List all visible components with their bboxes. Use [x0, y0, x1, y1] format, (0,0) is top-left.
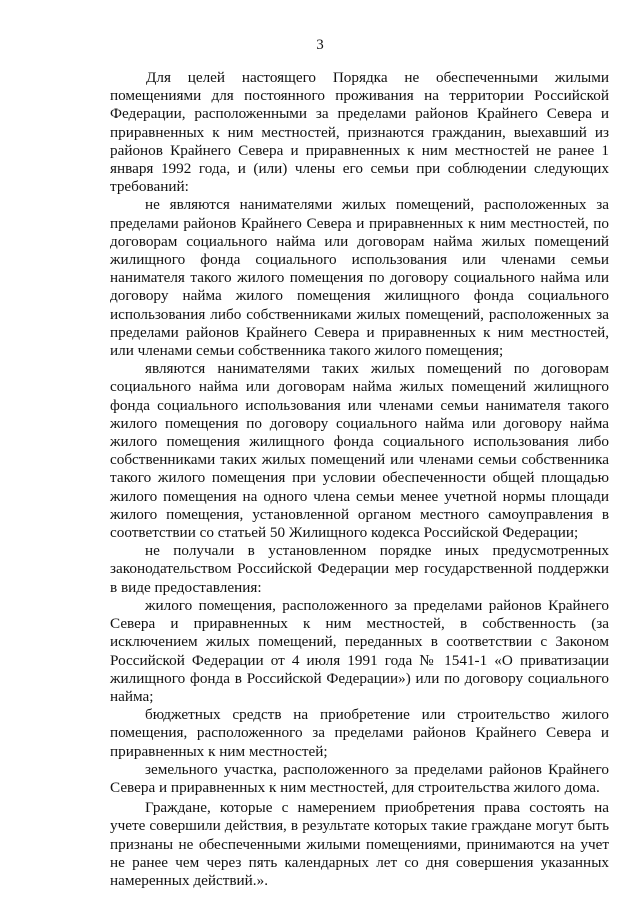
- paragraph-definition: Для целей настоящего Порядка не обеспеченными жилыми помещениями для постоянного проживания на территории Российской Федерации, расположенными за пределами районов Крайнего Севера и приравненных к ним местностей, признаются гражданин, выехавший из районов Крайнего Севера и приравненных к ним местностей не ранее 1 января 1992 года, и (или) члены его семьи при соблюдении следующих требований:: [110, 69, 609, 196]
- paragraph-requirement-no-state-support: не получали в установленном порядке иных предусмотренных законодательством Российской Федерации мер государственной поддержки в виде предоставления:: [110, 542, 609, 596]
- paragraph-support-budget-funds: бюджетных средств на приобретение или строительство жилого помещения, расположенного за пределами районов Крайнего Севера и приравненных к ним местностей;: [110, 706, 609, 760]
- document-body: [110, 69, 609, 890]
- paragraph-requirement-tenants-below-norm: являются нанимателями таких жилых помещений по договорам социального найма или договорам найма жилых помещений жилищного фонда социального использования или членами семьи нанимателя такого жилого помещения по договору социального найма или договору найма жилого помещения жилищного фонда социального использования либо собственниками таких жилых помещений или членами семьи собственника такого жилого помещения при условии обеспеченности общей площадью жилого помещения на одного члена семьи менее учетной нормы площади жилого помещения, установленной органом местного самоуправления в соответствии со статьей 50 Жилищного кодекса Российской Федерации;: [110, 360, 609, 542]
- paragraph-requirement-not-tenants: не являются нанимателями жилых помещений, расположенных за пределами районов Крайнего Севера и приравненных к ним местностей, по договорам социального найма или договорам найма жилых помещений жилищного фонда социального использования или членами семьи нанимателя такого жилого помещения по договору социального найма или договору найма жилого помещения жилищного фонда социального использования либо собственниками жилых помещений, расположенных за пределами районов Крайнего Севера и приравненных к ним местностей, или членами семьи собственника такого жилого помещения;: [110, 196, 609, 360]
- paragraph-support-land-plot: земельного участка, расположенного за пределами районов Крайнего Севера и приравненных к ним местностей, для строительства жилого дома.: [110, 760, 609, 796]
- paragraph-intentional-actions: Граждане, которые с намерением приобретения права состоять на учете совершили действия, в результате которых такие граждане могут быть признаны не обеспеченными жилыми помещениями, принимаются на учет не ранее чем через пять календарных лет со дня совершения указанных намеренных действий.».: [110, 799, 609, 889]
- paragraph-support-housing: жилого помещения, расположенного за пределами районов Крайнего Севера и приравненных к ним местностей, в собственность (за исключением жилых помещений, переданных в соответствии с Законом Российской Федерации от 4 июля 1991 года № 1541-1 «О приватизации жилищного фонда в Российской Федерации») или по договору социального найма;: [110, 596, 609, 705]
- page-number: 3: [316, 37, 324, 53]
